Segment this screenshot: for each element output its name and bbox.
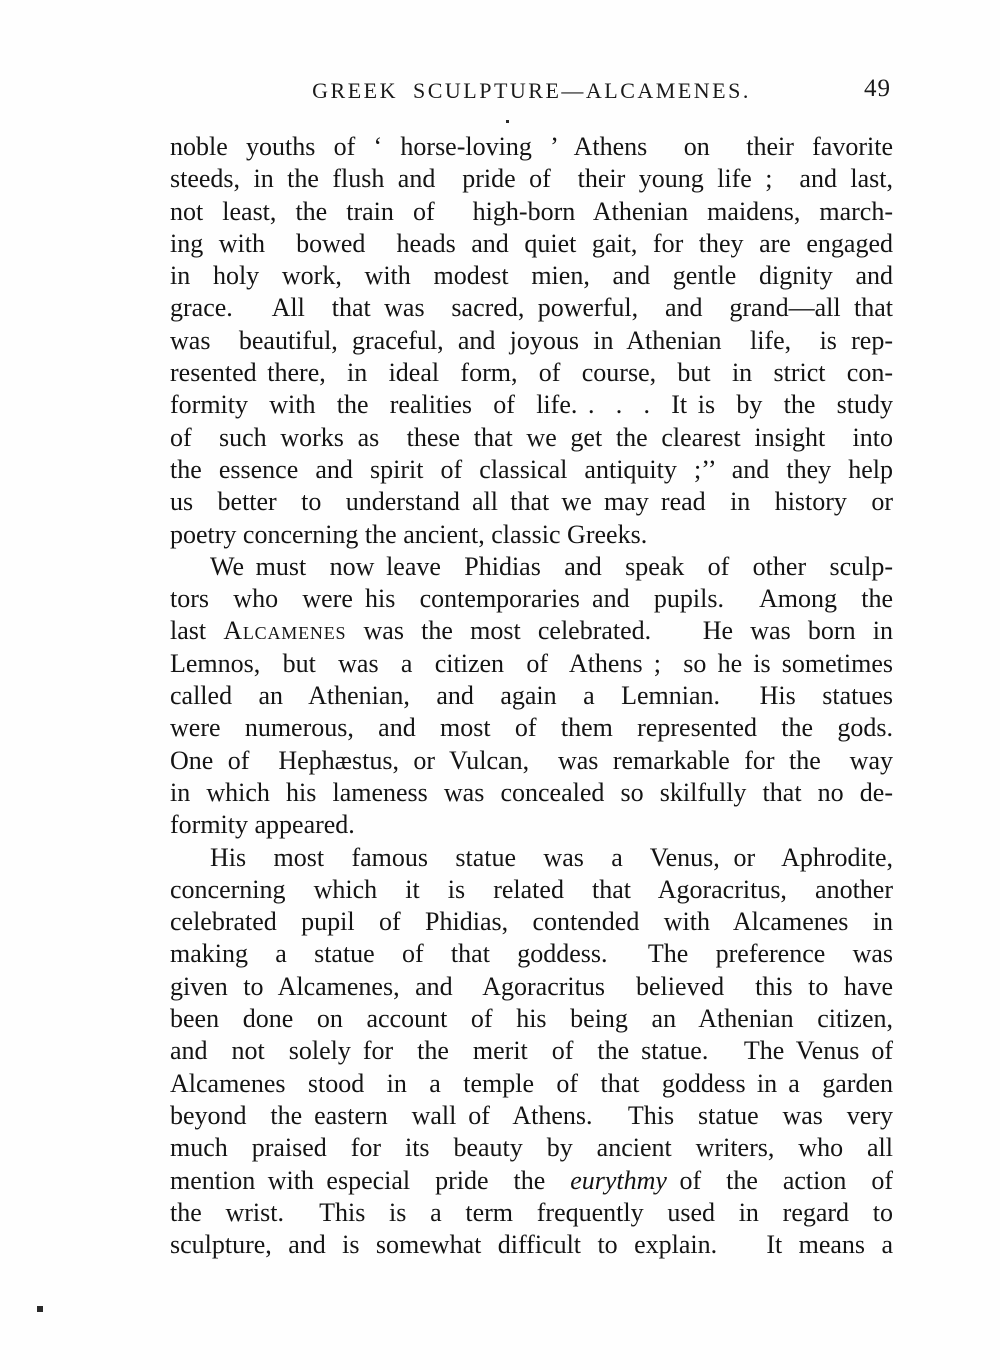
text-segment: making a statue of that goddess. The preference was (170, 939, 893, 969)
text-segment: mention with especial pride the (170, 1165, 571, 1195)
text-segment: much praised for its beauty by ancient writers, who all (170, 1133, 893, 1163)
text-segment: concerning which it is related that Agoracritus, another (170, 874, 893, 904)
text-line (170, 486, 893, 518)
text-segment: celebrated pupil of Phidias, contended with Alcamenes in (170, 907, 893, 937)
text-line (170, 971, 893, 1003)
scan-artifact (37, 1306, 43, 1312)
text-segment: formity appeared. (170, 810, 355, 840)
text-line (170, 551, 893, 583)
text-line (170, 1132, 893, 1164)
text-segment: in holy work, with modest mien, and gentle dignity and (170, 261, 893, 291)
text-segment: was beautiful, graceful, and joyous in Athenian life, is rep- (170, 325, 893, 355)
italic-text: eurythmy (570, 1165, 667, 1195)
text-segment: not least, the train of high-born Athenian maidens, march- (170, 196, 893, 226)
text-line (170, 422, 893, 454)
text-line (170, 325, 893, 357)
text-segment: Alcamenes stood in a temple of that goddess in a garden (170, 1068, 893, 1098)
text-line (170, 228, 893, 260)
text-line (170, 131, 893, 163)
text-line (170, 745, 893, 777)
text-line (170, 1068, 893, 1100)
text-segment: grace. All that was sacred, powerful, and grand—all that (170, 293, 893, 323)
text-line (170, 777, 893, 809)
paragraph (170, 131, 893, 551)
page-title: GREEK SCULPTURE—ALCAMENES. (312, 78, 751, 103)
text-line (170, 163, 893, 195)
text-line (170, 1003, 893, 1035)
text-segment: steeds, in the flush and pride of their young life ; and last, (170, 164, 893, 194)
text-line (170, 357, 893, 389)
text-segment: One of Hephæstus, or Vulcan, was remarkable for the way (170, 745, 893, 775)
text-segment: sculpture, and is somewhat difficult to explain. It means a (170, 1230, 893, 1260)
text-segment: and not solely for the merit of the statue. The Venus of (170, 1036, 893, 1066)
text-line (170, 648, 893, 680)
text-segment: We must now leave Phidias and speak of other sculp- (210, 551, 893, 581)
text-segment: tors who were his contemporaries and pupils. Among the (170, 584, 893, 614)
running-head (170, 75, 893, 108)
text-segment: formity with the realities of life. . . . It is by the study (170, 390, 893, 420)
text-segment: Lemnos, but was a citizen of Athens ; so he is sometimes (170, 648, 893, 678)
scan-artifact (506, 120, 509, 123)
text-segment: ing with bowed heads and quiet gait, for they are engaged (170, 228, 893, 258)
text-segment: were numerous, and most of them represented the gods. (170, 713, 893, 743)
text-segment: beyond the eastern wall of Athens. This statue was very (170, 1100, 893, 1130)
text-segment: the wrist. This is a term frequently used in regard to (170, 1197, 893, 1227)
text-line (170, 712, 893, 744)
text-segment: His most famous statue was a Venus, or Aphrodite, (210, 842, 893, 872)
body-text (170, 131, 893, 1261)
text-line (170, 809, 893, 841)
text-line (170, 938, 893, 970)
page-number: 49 (864, 75, 891, 102)
paragraph (170, 842, 893, 1262)
text-line (170, 389, 893, 421)
text-line (170, 1229, 893, 1261)
text-segment: us better to understand all that we may read in history or (170, 487, 893, 517)
text-line (170, 906, 893, 938)
text-line (170, 615, 893, 647)
text-line (170, 583, 893, 615)
text-line (170, 519, 893, 551)
text-line (170, 680, 893, 712)
smallcaps-text: Alcamenes (223, 616, 347, 646)
text-line (170, 1100, 893, 1132)
text-line (170, 1197, 893, 1229)
text-segment: poetry concerning the ancient, classic Greeks. (170, 519, 648, 549)
text-line (170, 292, 893, 324)
text-segment: given to Alcamenes, and Agoracritus believed this to have (170, 971, 893, 1001)
text-line (170, 196, 893, 228)
text-segment: last (170, 616, 224, 646)
text-segment: the essence and spirit of classical antiquity ;’’ and they help (170, 454, 893, 484)
text-line (170, 842, 893, 874)
text-line (170, 874, 893, 906)
text-segment: of the action of (666, 1165, 893, 1195)
text-segment: of such works as these that we get the clearest insight into (170, 422, 893, 452)
text-line (170, 454, 893, 486)
paragraph (170, 551, 893, 842)
text-line (170, 1165, 893, 1197)
text-segment: noble youths of ‘ horse-loving ’ Athens on their favorite (170, 132, 893, 161)
text-segment: been done on account of his being an Athenian citizen, (170, 1004, 893, 1034)
text-segment: called an Athenian, and again a Lemnian. His statues (170, 681, 893, 711)
text-segment: in which his lameness was concealed so skilfully that no de- (170, 777, 893, 807)
text-line (170, 1035, 893, 1067)
text-segment: resented there, in ideal form, of course, but in strict con- (170, 358, 893, 388)
text-segment: was the most celebrated. He was born in (346, 616, 894, 646)
text-line (170, 260, 893, 292)
